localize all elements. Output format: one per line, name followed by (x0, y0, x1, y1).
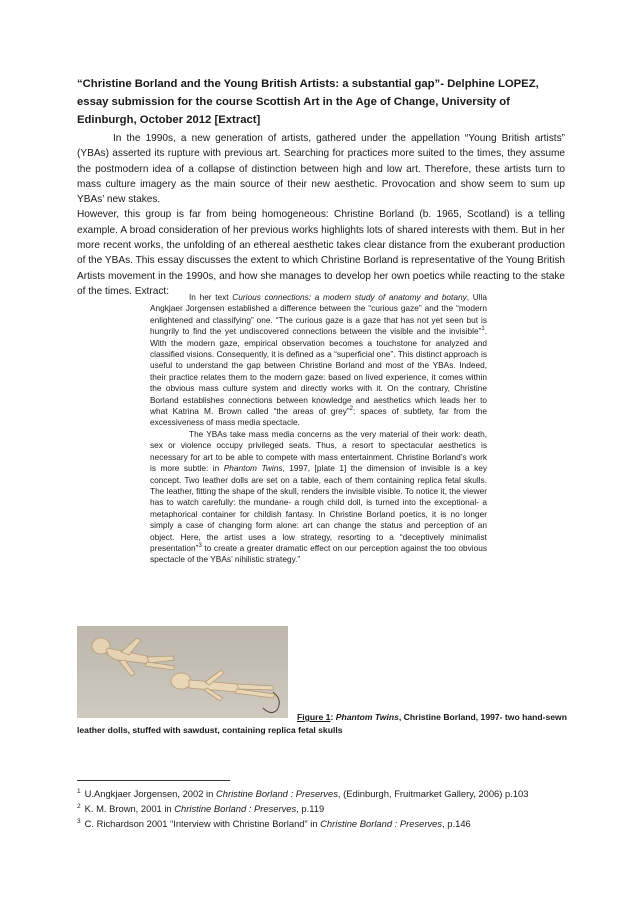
footnote-text: , p.119 (296, 803, 325, 814)
extract-cited-title: Curious connections: a modern study of anatomy and botany (232, 292, 467, 302)
footnote-number: 2 (77, 802, 81, 810)
figure-caption (77, 711, 567, 737)
caption-text: : (330, 712, 336, 722)
footnote-text: K. M. Brown, 2001 in (84, 803, 175, 814)
extract-paragraph-1 (150, 292, 487, 429)
footnote-separator (77, 780, 230, 781)
extract-text: : spaces of subtlety, far from the excessiveness of mass media spectacle. (150, 406, 487, 428)
caption-line-2: leather dolls, stuffed with sawdust, containing replica fetal skulls (77, 725, 343, 735)
caption-work-title: Phantom Twins (335, 712, 399, 722)
footnote-book-title: Christine Borland : Preserves (320, 818, 443, 829)
extract-text: , Ulla Angkjaer Jorgensen established a difference between the “curious gaze” and the “modern enlightened and classifying” one. “The curious gaze is a gaze that has not yet seen but is hungrily to find the yet undiscovered connections between the visible and the invisible” (150, 292, 487, 337)
footnote-text: C. Richardson 2001 “Interview with Christine Borland” in (84, 818, 321, 829)
extract-text: to create a greater dramatic effect on our perception against the too obvious spectacle of the YBAs’ nihilistic strategy.” (150, 542, 487, 565)
leather-dolls-illustration (77, 626, 288, 718)
footnote-number: 1 (77, 787, 81, 795)
footnote-book-title: Christine Borland : Preserves (174, 803, 297, 814)
footnote-ref[interactable]: 1 (481, 326, 485, 333)
extract-text: The YBAs take mass media concerns as the very material of their work: death, sex or violence occupy privileged seats. Thus, a resort to spectacular aesthetics is necessary for art to be able to compete with mass entertainment. Christine Borland’s work is more subtle: in (150, 428, 487, 474)
extract-quote (150, 292, 487, 566)
footnote-text: , p.146 (442, 818, 471, 829)
footnote-1 (77, 786, 567, 801)
footnote-3 (77, 816, 567, 831)
footnote-ref[interactable]: 2 (349, 406, 353, 413)
extract-work-title: Phantom Twins (223, 463, 283, 474)
footnote-text: , (Edinburgh, Fruitmarket Gallery, 2006) p.103 (337, 788, 529, 799)
footnote-text: U.Angkjaer Jorgensen, 2002 in (84, 788, 216, 799)
caption-text: , Christine Borland, 1997- two hand-sewn (398, 712, 567, 722)
intro-paragraph-2: However, this group is far from being homogeneous: Christine Borland (b. 1965, Scotland) is a telling example. A broad consideration of her previous works highlights lots of shared interests with them. But in her more recent works, the unfolding of an ethereal aesthetic takes clear distance from the exuberant production of the YBAs. This essay discusses the extent to which Christine Borland is representative of the Young British Artists movement in the 1990s, and how she manages to develop her own poetics while reacting to the stake of the times. Extract: (77, 209, 565, 297)
footnote-2 (77, 801, 567, 816)
figure-label: Figure 1 (297, 712, 331, 722)
extract-text: In her text (189, 292, 233, 302)
intro-paragraph-1: In the 1990s, a new generation of artists, gathered under the appellation “Young British artists” (YBAs) asserted its rupture with previous art. Searching for practices more suited to the times, they assume the postmodern idea of a collapse of distinction between high and low art. Therefore, these artists turn to mass culture imagery as the main source of their new aesthetic. Provocation and show seem to sum up YBAs’ new stakes. (77, 133, 565, 206)
intro-text (77, 131, 565, 299)
extract-text: , 1997, [plate 1] the dimension of invisible is a key concept. Two leather dolls are set on a table, each of them containing replica fetal skulls. The leather, fitting the shape of the skull, renders the invisible visible. To notice it, the viewer has to watch carefully: the mundane- a rough child doll, is turned into the exceptional- a metaphorical container for childish fantasy. In Christine Borland poetics, it is no longer simply a case of changing form alone: art can change the status and perception of an object. Here, the artist uses a low strategy, resorting to a “deceptively minimalist presentation” (150, 463, 487, 553)
footnote-book-title: Christine Borland : Preserves (215, 788, 338, 799)
extract-paragraph-2 (150, 429, 487, 566)
footnote-number: 3 (77, 817, 81, 825)
figure-photo-phantom-twins (77, 626, 288, 718)
caption-line-1 (77, 711, 567, 724)
footnote-ref[interactable]: 3 (198, 543, 202, 550)
document-title: “Christine Borland and the Young British Artists: a substantial gap”- Delphine LOPEZ, essay submission for the course Scottish Art in the Age of Change, University of Edinburgh, October 2012 [Extract] (77, 78, 539, 126)
footnotes (77, 786, 567, 831)
extract-text: . With the modern gaze, empirical observation becomes a touchstone for analyzed and classified visions. Consequently, it is defined as a “superficial one”. This distinct approach is useful to understand the gap between Christine Borland and most of the YBAs. Indeed, their practice relates them to the modern gaze: based on lived experience, it comes within the obvious mass culture system and directly works with it. On the contrary, Christine Borland establishes connections between knowledge and aesthetics which leads her to what Katrina M. Brown called “the areas of grey” (150, 326, 487, 417)
